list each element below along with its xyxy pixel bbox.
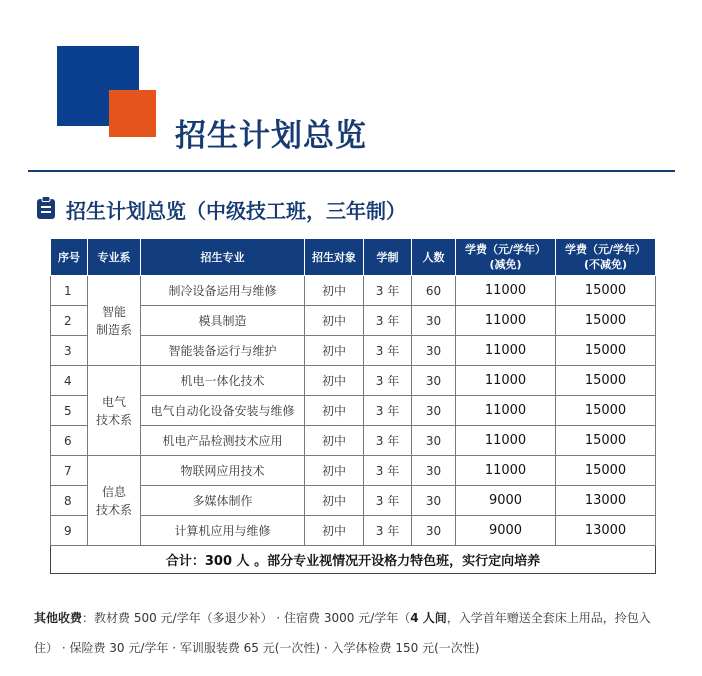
cell-years: 3 年 [364,456,412,486]
cell-fee-full: 15000 [556,456,656,486]
cell-count: 30 [412,486,456,516]
cell-count: 30 [412,456,456,486]
cell-years: 3 年 [364,366,412,396]
cell-major: 机电产品检测技术应用 [141,426,305,456]
table-total-row [51,546,656,574]
cell-years: 3 年 [364,276,412,306]
cell-major: 计算机应用与维修 [141,516,305,546]
cell-target: 初中 [305,426,364,456]
total-summary: 合计：300 人 。部分专业视情况开设格力特色班，实行定向培养 [51,546,656,574]
cell-fee-reduced: 11000 [456,396,556,426]
table-row [51,276,656,306]
col-header-target: 招生对象 [305,239,364,276]
cell-fee-full: 15000 [556,276,656,306]
cell-major: 多媒体制作 [141,486,305,516]
cell-no: 5 [51,396,88,426]
cell-fee-full: 13000 [556,486,656,516]
cell-years: 3 年 [364,486,412,516]
section-title: 招生计划总览（中级技工班，三年制） [66,199,406,223]
table-row [51,486,656,516]
other-fees-note [34,603,674,663]
cell-count: 30 [412,306,456,336]
cell-count: 30 [412,366,456,396]
cell-no: 8 [51,486,88,516]
table-row [51,456,656,486]
cell-major: 智能装备运行与维护 [141,336,305,366]
cell-fee-full: 15000 [556,426,656,456]
col-header-no: 序号 [51,239,88,276]
title-divider [28,170,675,172]
cell-no: 4 [51,366,88,396]
cell-count: 30 [412,516,456,546]
cell-target: 初中 [305,336,364,366]
cell-years: 3 年 [364,306,412,336]
other-fees-text-2: ，入学首年赠送全套床上用品，拎包入 [446,611,651,625]
cell-fee-full: 15000 [556,366,656,396]
col-header-fee-full: 学费（元/学年） (不减免) [556,239,656,276]
cell-fee-full: 15000 [556,396,656,426]
cell-fee-full: 13000 [556,516,656,546]
cell-years: 3 年 [364,336,412,366]
cell-target: 初中 [305,486,364,516]
cell-major: 物联网应用技术 [141,456,305,486]
col-header-major: 招生专业 [141,239,305,276]
cell-no: 9 [51,516,88,546]
cell-no: 7 [51,456,88,486]
cell-count: 30 [412,426,456,456]
table-row [51,516,656,546]
cell-years: 3 年 [364,426,412,456]
cell-fee-reduced: 9000 [456,486,556,516]
cell-target: 初中 [305,516,364,546]
cell-target: 初中 [305,366,364,396]
dorm-type: 4 人间 [410,611,447,625]
col-header-fee-reduced: 学费（元/学年） (减免) [456,239,556,276]
cell-target: 初中 [305,306,364,336]
table-row [51,426,656,456]
table-row [51,306,656,336]
cell-count: 60 [412,276,456,306]
cell-no: 6 [51,426,88,456]
cell-years: 3 年 [364,396,412,426]
cell-department: 电气 技术系 [88,366,141,456]
cell-fee-reduced: 11000 [456,306,556,336]
table-row [51,336,656,366]
cell-fee-reduced: 11000 [456,456,556,486]
cell-fee-reduced: 9000 [456,516,556,546]
cell-fee-reduced: 11000 [456,366,556,396]
cell-fee-reduced: 11000 [456,276,556,306]
cell-fee-full: 15000 [556,306,656,336]
cell-years: 3 年 [364,516,412,546]
cell-no: 2 [51,306,88,336]
cell-department: 信息 技术系 [88,456,141,546]
clipboard-icon [35,196,57,220]
cell-count: 30 [412,336,456,366]
cell-fee-reduced: 11000 [456,336,556,366]
cell-major: 机电一体化技术 [141,366,305,396]
cell-target: 初中 [305,396,364,426]
table-row [51,366,656,396]
col-header-count: 人数 [412,239,456,276]
cell-fee-full: 15000 [556,336,656,366]
cell-no: 1 [51,276,88,306]
cell-target: 初中 [305,276,364,306]
cell-target: 初中 [305,456,364,486]
cell-major: 制冷设备运用与维修 [141,276,305,306]
enrollment-table [50,238,656,574]
table-header-row [51,239,656,276]
cell-no: 3 [51,336,88,366]
other-fees-text-1: ：教材费 500 元/学年（多退少补） · 住宿费 3000 元/学年（ [82,611,411,625]
other-fees-label: 其他收费 [34,611,83,625]
col-header-department: 专业系 [88,239,141,276]
page-title: 招生计划总览 [175,118,367,154]
table-row [51,396,656,426]
cell-department: 智能 制造系 [88,276,141,366]
cell-major: 模具制造 [141,306,305,336]
col-header-years: 学制 [364,239,412,276]
logo-orange-square [109,90,156,137]
other-fees-text-3: 住） · 保险费 30 元/学年 · 军训服装费 65 元(一次性) · 入学体检费 150 元(一次性) [34,641,480,655]
cell-major: 电气自动化设备安装与维修 [141,396,305,426]
cell-count: 30 [412,396,456,426]
cell-fee-reduced: 11000 [456,426,556,456]
